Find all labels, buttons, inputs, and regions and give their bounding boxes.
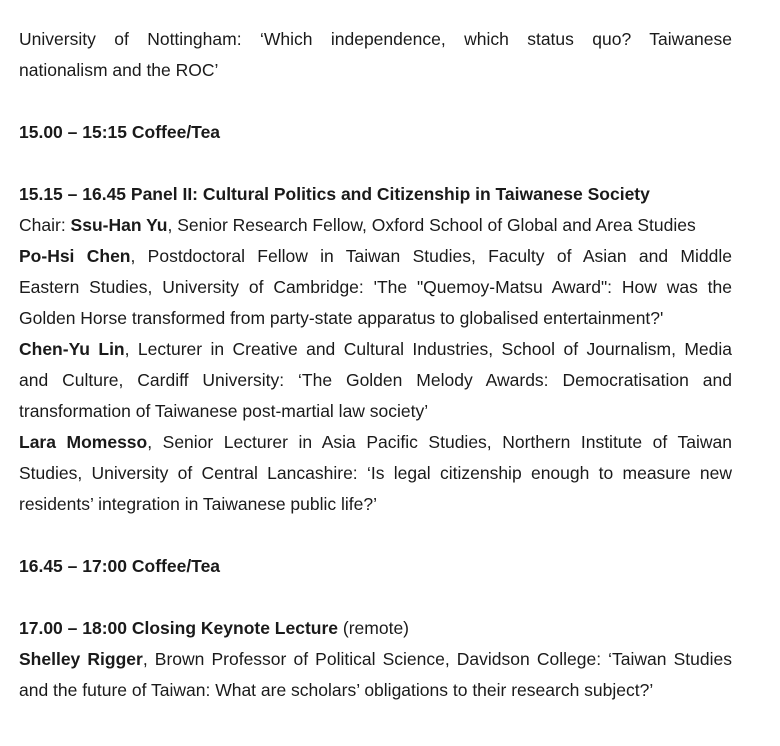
speaker-2-line-3: transformation of Taiwanese post-martial law society’ <box>19 401 429 421</box>
keynote-note: (remote) <box>338 618 410 638</box>
keynote-heading-line <box>19 613 732 644</box>
carryover-line-2: nationalism and the ROC’ <box>19 60 219 80</box>
carryover-line-1: University of Nottingham: ‘Which independence, which status quo? Taiwanese <box>19 29 732 49</box>
coffee-break-1 <box>19 117 732 148</box>
chair-prefix: Chair: <box>19 215 71 235</box>
speaker-1-line-3: Golden Horse transformed from party-state apparatus to globalised entertainment?' <box>19 308 664 328</box>
spacer <box>19 520 732 551</box>
keynote-speaker-affiliation: , Brown Professor of Political Science, Davidson College: ‘Taiwan Studies <box>142 649 732 669</box>
panel-2-heading-line <box>19 179 732 210</box>
chair-name: Ssu-Han Yu <box>70 215 168 235</box>
spacer <box>19 148 732 179</box>
speaker-3-name: Lara Momesso <box>19 432 148 452</box>
spacer <box>19 86 732 117</box>
panel-2-chair <box>19 210 732 241</box>
coffee-break-2-heading: 16.45 – 17:00 Coffee/Tea <box>19 556 221 576</box>
chair-affiliation: , Senior Research Fellow, Oxford School of Global and Area Studies <box>167 215 696 235</box>
speaker-3-line-3: residents’ integration in Taiwanese public life?’ <box>19 494 377 514</box>
speaker-1-name: Po-Hsi Chen <box>19 246 131 266</box>
speaker-3-line-1 <box>19 427 732 458</box>
keynote-speaker-line-1 <box>19 644 732 675</box>
speaker-2-line-1 <box>19 334 732 365</box>
speaker-3-line-2: Studies, University of Central Lancashire: ‘Is legal citizenship enough to measure new <box>19 463 732 483</box>
speaker-3-affiliation: , Senior Lecturer in Asia Pacific Studies, Northern Institute of Taiwan <box>147 432 732 452</box>
speaker-1-line-2: Eastern Studies, University of Cambridge: 'The "Quemoy-Matsu Award": How was the <box>19 277 732 297</box>
speaker-1-affiliation: , Postdoctoral Fellow in Taiwan Studies, Faculty of Asian and Middle <box>130 246 732 266</box>
coffee-break-1-heading: 15.00 – 15:15 Coffee/Tea <box>19 122 221 142</box>
speaker-2-affiliation: , Lecturer in Creative and Cultural Industries, School of Journalism, Media <box>124 339 733 359</box>
speaker-2-name: Chen-Yu Lin <box>19 339 125 359</box>
spacer <box>19 582 732 613</box>
panel-2-heading: 15.15 – 16.45 Panel II: Cultural Politics and Citizenship in Taiwanese Society <box>19 184 650 204</box>
coffee-break-2 <box>19 551 732 582</box>
speaker-1-line-1 <box>19 241 732 272</box>
keynote-heading: 17.00 – 18:00 Closing Keynote Lecture <box>19 618 339 638</box>
speaker-2-line-2: and Culture, Cardiff University: ‘The Golden Melody Awards: Democratisation and <box>19 370 732 390</box>
keynote-speaker-name: Shelley Rigger <box>19 649 143 669</box>
keynote-speaker-line-2: and the future of Taiwan: What are scholars’ obligations to their research subject?’ <box>19 680 654 700</box>
